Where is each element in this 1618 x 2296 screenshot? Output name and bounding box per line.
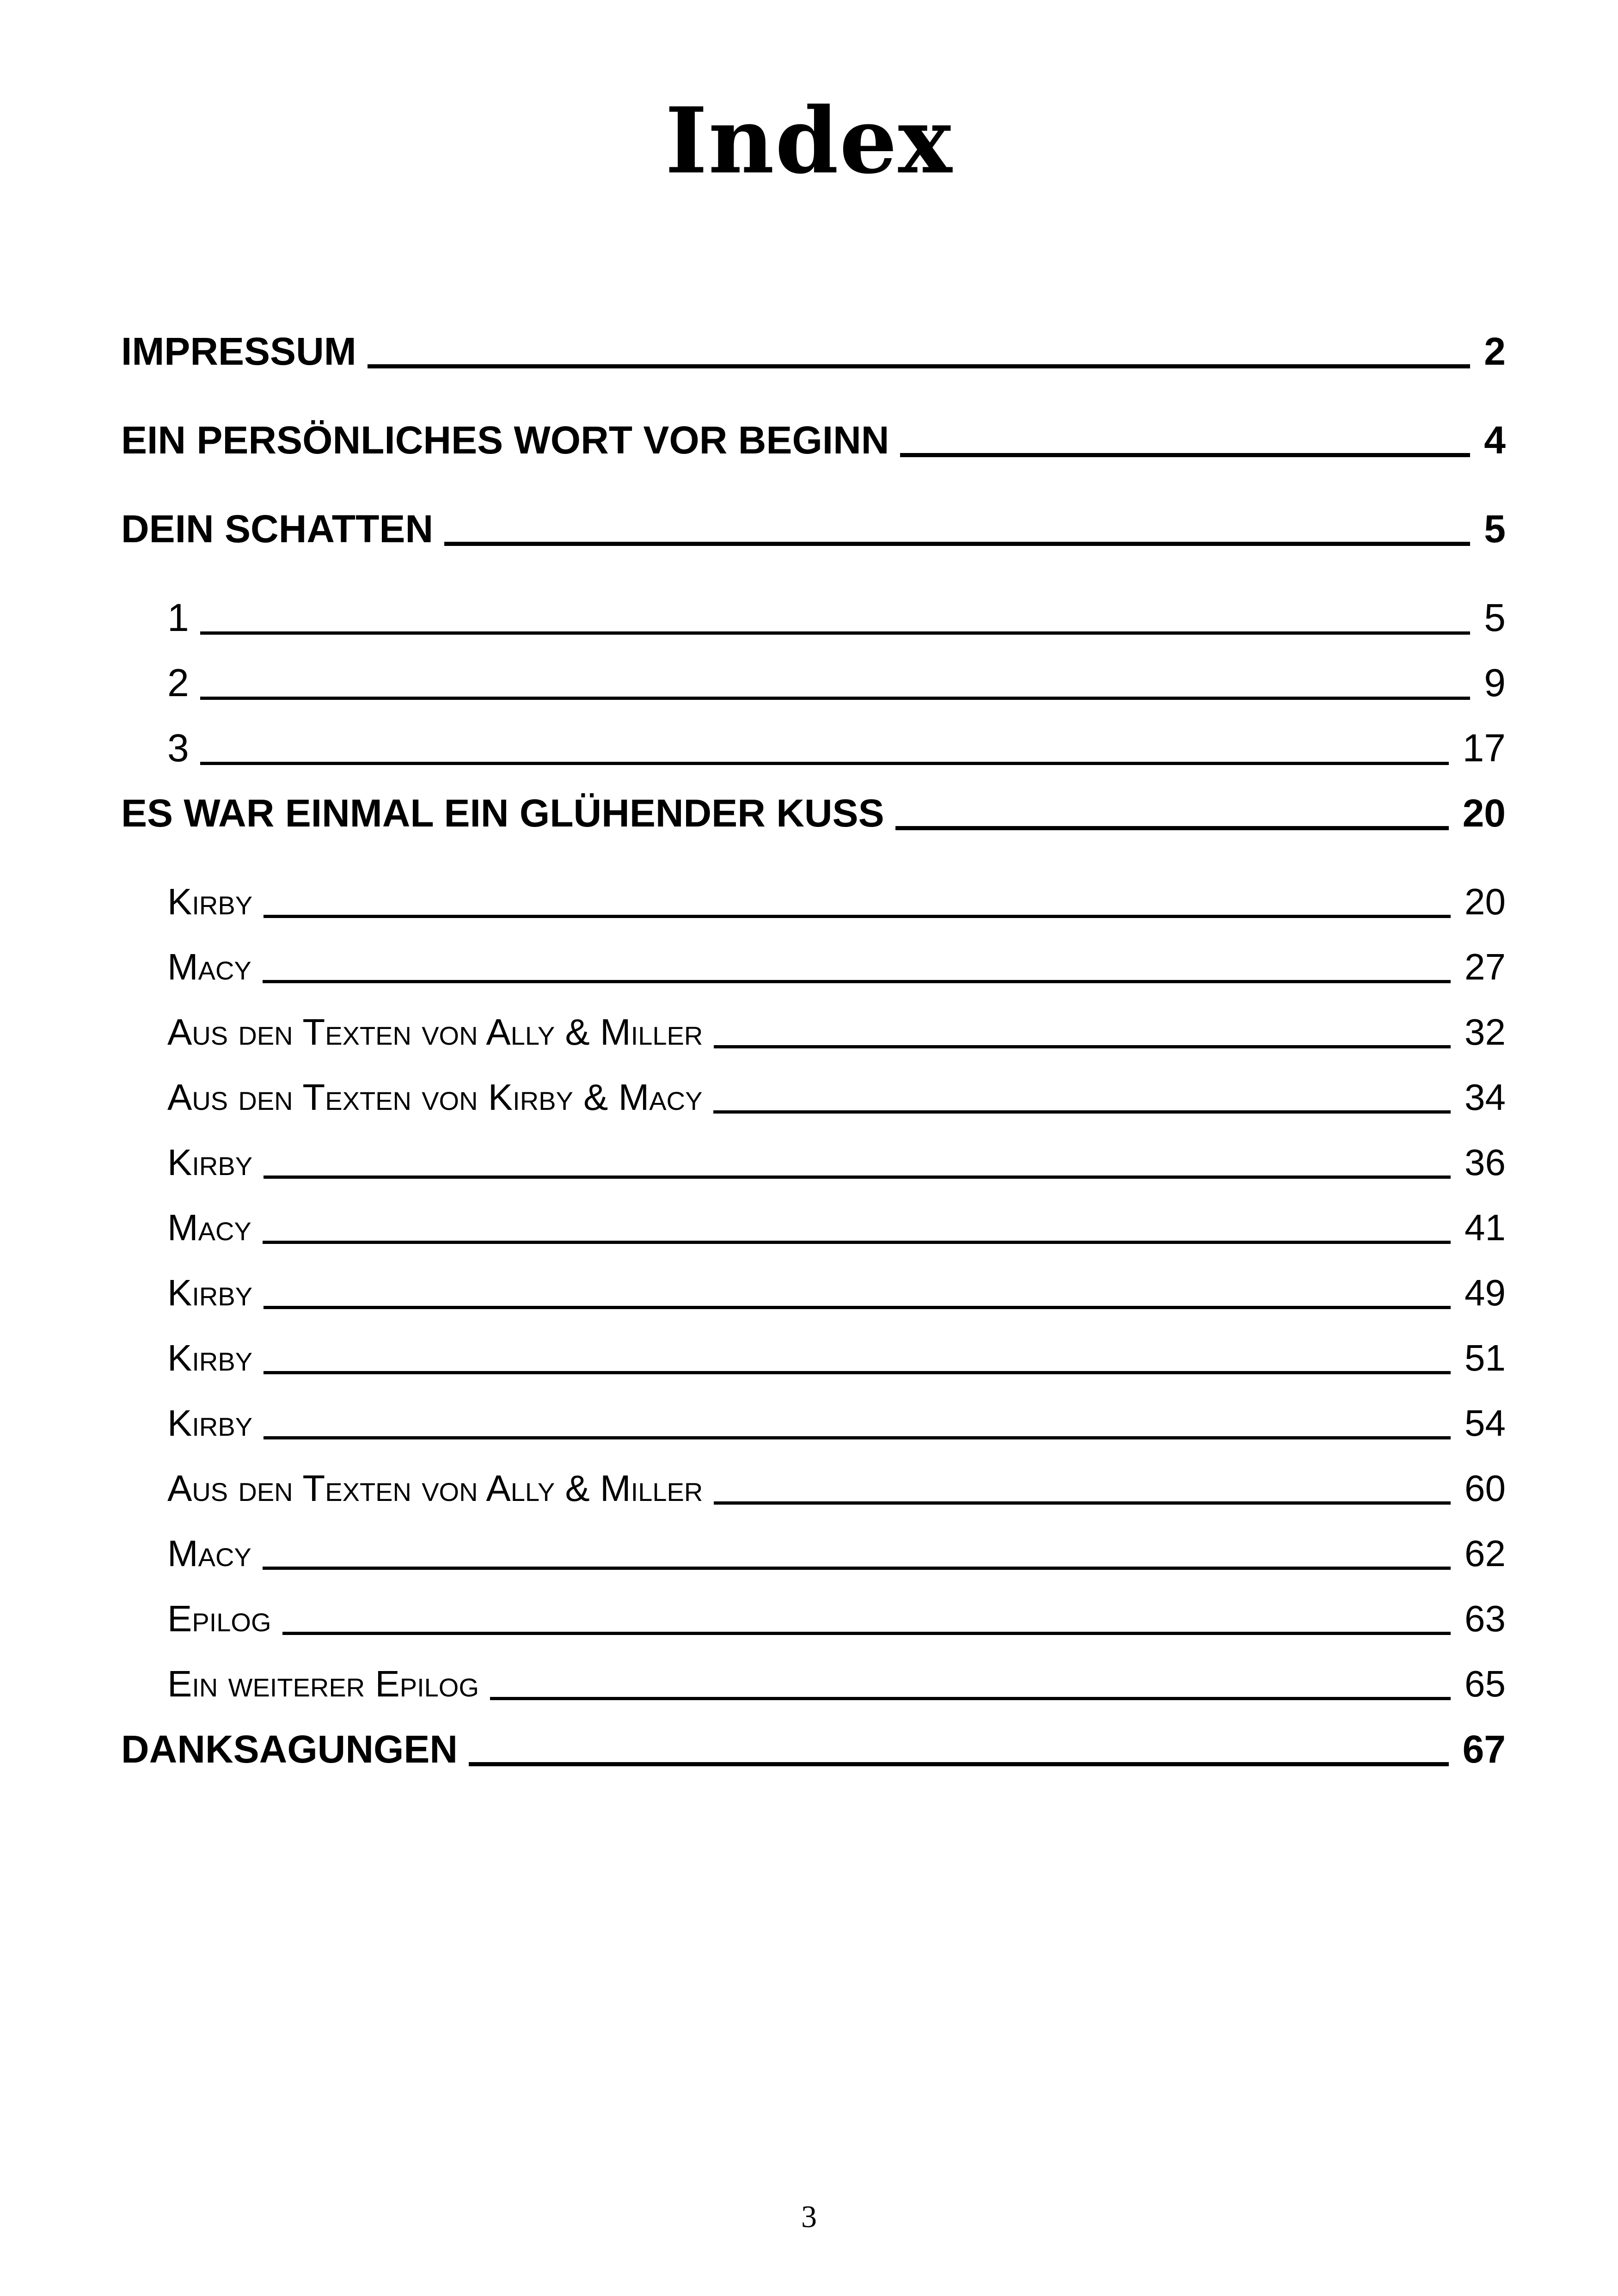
toc-subentry[interactable]: [121, 655, 1506, 720]
toc-entry-page: 60: [1465, 1468, 1506, 1509]
toc-entry-label: Macy: [167, 1207, 251, 1248]
toc-subentry[interactable]: [121, 1200, 1506, 1265]
toc-entry-page: 20: [1465, 881, 1506, 922]
toc-leader-line: [900, 453, 1470, 457]
toc-entry-label: Kirby: [167, 1272, 253, 1313]
toc-entry-label: 1: [167, 596, 189, 639]
toc-subentry[interactable]: [121, 1461, 1506, 1526]
toc-subentry[interactable]: [121, 1396, 1506, 1461]
toc-subentry[interactable]: [121, 1656, 1506, 1721]
toc-leader-line: [264, 1371, 1451, 1374]
toc-entry-label: Kirby: [167, 1337, 253, 1378]
toc-subentry[interactable]: [121, 1070, 1506, 1135]
toc-entry-page: 20: [1462, 791, 1506, 835]
toc-entry-page: 51: [1465, 1337, 1506, 1378]
toc-leader-line: [895, 826, 1449, 830]
toc-entry-label: Macy: [167, 1533, 251, 1574]
toc-entry-page: 5: [1484, 507, 1506, 551]
toc-entry-label: Kirby: [167, 881, 253, 922]
toc-entry-label: Kirby: [167, 1402, 253, 1444]
toc-subentry[interactable]: [121, 874, 1506, 939]
toc-leader-line: [444, 542, 1470, 546]
toc-entry-page: 9: [1484, 661, 1506, 704]
toc-entry-page: 41: [1465, 1207, 1506, 1248]
toc-entry-page: 5: [1484, 596, 1506, 639]
toc-entry-page: 2: [1484, 330, 1506, 373]
toc-entry-page: 36: [1465, 1142, 1506, 1183]
toc-entry[interactable]: [121, 1721, 1506, 1810]
toc-entry-page: 63: [1465, 1598, 1506, 1639]
toc-leader-line: [263, 980, 1451, 983]
toc-subentry[interactable]: [121, 1135, 1506, 1200]
toc-entry-label: 3: [167, 726, 189, 770]
toc-leader-line: [714, 1501, 1451, 1505]
page-title: Index: [665, 88, 953, 194]
toc-subentry[interactable]: [121, 590, 1506, 655]
toc-subentry[interactable]: [121, 1591, 1506, 1656]
toc-entry-label: Macy: [167, 946, 251, 987]
toc-entry-label: ES WAR EINMAL EIN GLÜHENDER KUSS: [121, 791, 884, 835]
toc-leader-line: [263, 1567, 1451, 1570]
toc-leader-line: [200, 631, 1471, 635]
toc-entry[interactable]: [121, 324, 1506, 412]
toc-leader-line: [282, 1632, 1451, 1635]
toc-leader-line: [264, 1436, 1451, 1439]
toc-entry-label: Kirby: [167, 1142, 253, 1183]
page-number: 3: [801, 2199, 817, 2234]
toc-leader-line: [264, 1306, 1451, 1309]
toc-subentry[interactable]: [121, 939, 1506, 1004]
toc-entry-label: DANKSAGUNGEN: [121, 1727, 458, 1771]
toc-entry[interactable]: [121, 785, 1506, 874]
toc-entry-label: Aus den Texten von Kirby & Macy: [167, 1077, 703, 1118]
toc-subentry[interactable]: [121, 1004, 1506, 1070]
toc-entry-page: 4: [1484, 418, 1506, 462]
toc-entry-page: 67: [1462, 1727, 1506, 1771]
toc-entry-page: 54: [1465, 1402, 1506, 1444]
toc-entry-label: EIN PERSÖNLICHES WORT VOR BEGINN: [121, 418, 889, 462]
toc-entry-page: 49: [1465, 1272, 1506, 1313]
toc-leader-line: [490, 1697, 1451, 1700]
toc-leader-line: [469, 1762, 1449, 1766]
toc-entry-page: 27: [1465, 946, 1506, 987]
toc-entry-page: 34: [1465, 1077, 1506, 1118]
toc-entry-page: 32: [1465, 1011, 1506, 1053]
toc-entry-page: 62: [1465, 1533, 1506, 1574]
toc-leader-line: [264, 915, 1451, 918]
toc-subentry[interactable]: [121, 1265, 1506, 1330]
toc-entry-label: DEIN SCHATTEN: [121, 507, 434, 551]
toc-leader-line: [263, 1241, 1451, 1244]
toc-entry-label: 2: [167, 661, 189, 704]
toc-entry-page: 17: [1462, 726, 1506, 770]
toc-entry-label: IMPRESSUM: [121, 330, 356, 373]
toc-subentry[interactable]: [121, 1526, 1506, 1591]
table-of-contents: [121, 324, 1506, 1810]
toc-entry-page: 65: [1465, 1663, 1506, 1704]
toc-entry-label: Aus den Texten von Ally & Miller: [167, 1468, 703, 1509]
toc-entry-label: Ein weiterer Epilog: [167, 1663, 479, 1704]
toc-entry[interactable]: [121, 412, 1506, 501]
toc-subentry[interactable]: [121, 1330, 1506, 1396]
toc-leader-line: [713, 1110, 1451, 1114]
toc-entry[interactable]: [121, 501, 1506, 590]
toc-leader-line: [714, 1045, 1451, 1048]
toc-entry-label: Epilog: [167, 1598, 271, 1639]
toc-leader-line: [200, 697, 1471, 700]
toc-leader-line: [264, 1176, 1451, 1179]
toc-leader-line: [200, 762, 1449, 765]
toc-entry-label: Aus den Texten von Ally & Miller: [167, 1011, 703, 1053]
toc-leader-line: [368, 364, 1471, 368]
toc-subentry[interactable]: [121, 720, 1506, 785]
